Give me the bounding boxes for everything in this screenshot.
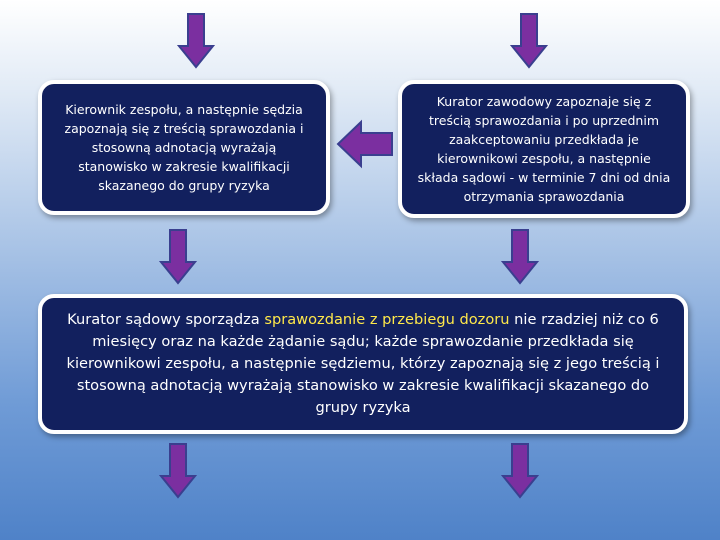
arrow-middle-right (502, 230, 538, 284)
arrow-right-to-left (337, 120, 393, 168)
box-manager-judge-review-text: Kierownik zespołu, a następnie sędzia zapoznają się z treścią sprawozdania i stosowną adnotacją wyrażają stanowisko w zakresie kwalifikacji skazanego do grupy ryzyka (64, 102, 304, 193)
arrow-bottom-left (160, 444, 196, 498)
box-court-officer-report-text (62, 309, 664, 419)
box-manager-judge-review (38, 80, 330, 215)
arrow-middle-left (160, 230, 196, 284)
box-court-officer-report (38, 294, 688, 434)
box-probation-officer-review (398, 80, 690, 218)
arrow-bottom-right (502, 444, 538, 498)
report-text-before: Kurator sądowy sporządza (67, 311, 265, 328)
arrow-top-left (178, 14, 214, 68)
report-highlight: sprawozdanie z przebiegu dozoru (264, 311, 510, 328)
report-text-after: nie rzadziej niż co 6 miesięcy oraz na każde żądanie sądu; każde sprawozdanie przedkłada się kierownikowi zespołu, a następnie sędziemu, którzy zapoznają się z jego treścią i stosowną adnotacją wyrażają stanowisko w zakresie kwalifikacji skazanego do grupy ryzyka (66, 311, 660, 416)
box-probation-officer-review-text: Kurator zawodowy zapoznaje się z treścią sprawozdania i po uprzednim zaakceptowaniu przedkłada je kierownikowi zespołu, a następnie składa sądowi - w terminie 7 dni od dnia otrzymania sprawozdania (417, 94, 671, 204)
arrow-top-right (511, 14, 547, 68)
